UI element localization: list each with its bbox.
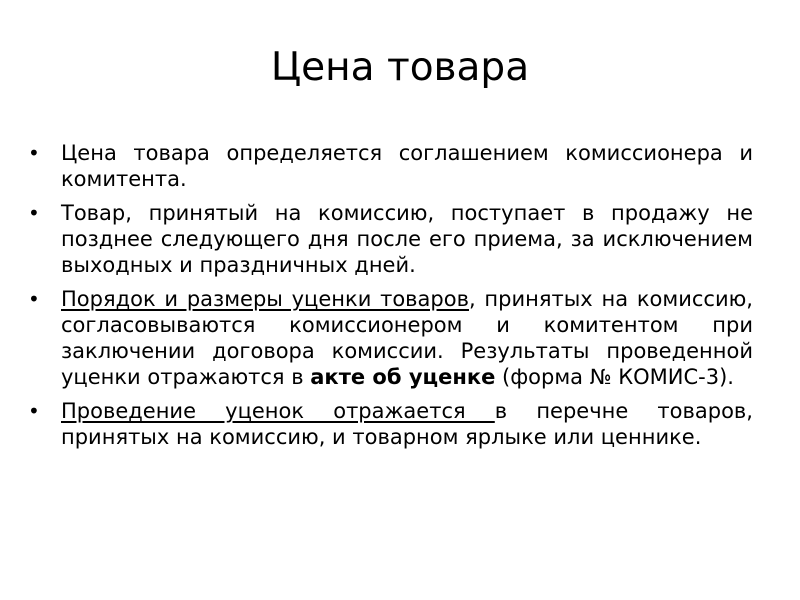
bullet-icon: •: [28, 399, 40, 423]
bullet-text: Товар, принятый на комиссию, поступает в продажу не позднее следующего дня после его приема, за исключением выходных и праздничных дней.: [61, 201, 753, 277]
underlined-phrase: Проведение уценок отражается: [61, 399, 495, 423]
bullet-item-markdown-order: [28, 286, 753, 390]
bullet-item-sale-deadline: [28, 200, 753, 278]
bullet-item-markdown-recording: [28, 398, 753, 450]
underlined-phrase: Порядок и размеры уценки товаров: [61, 287, 469, 311]
slide-title: Цена товара: [270, 45, 530, 90]
bullet-text: в перечне товаров, принятых на комиссию, и товарном ярлыке или ценнике.: [61, 399, 753, 449]
bullet-icon: •: [28, 201, 40, 225]
bullet-icon: •: [28, 141, 40, 165]
bullet-text: Цена товара определяется соглашением комиссионера и комитента.: [61, 141, 753, 191]
bold-phrase: акте об уценке: [310, 365, 496, 389]
bullet-text-tail: (форма № КОМИС-3).: [495, 365, 734, 389]
bullet-text: , принятых на комиссию, согласовываются комиссионером и комитентом при заключении договора комиссии. Результаты проведенной уценки отражаются в: [61, 287, 753, 389]
bullet-item-price: [28, 140, 753, 192]
bullet-list: [28, 140, 753, 458]
bullet-icon: •: [28, 287, 40, 311]
